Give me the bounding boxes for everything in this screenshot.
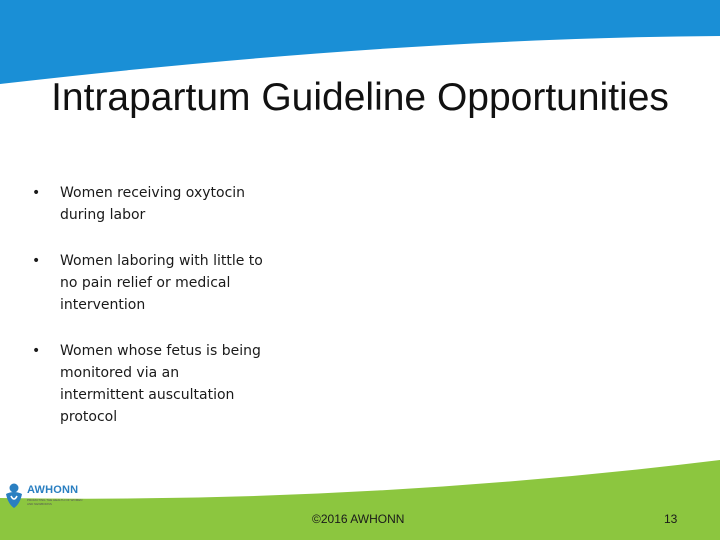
slide-title: Intrapartum Guideline Opportunities	[51, 76, 669, 119]
bullet-line: monitored via an	[60, 365, 180, 381]
logo-wordmark: AWHONN	[27, 484, 79, 496]
bullet-item	[32, 250, 302, 316]
awhonn-figure-icon	[2, 482, 26, 510]
bullet-line: Women laboring with little to	[60, 253, 263, 269]
bullet-line: intermittent auscultation	[60, 387, 235, 403]
bullet-line: Women receiving oxytocin	[60, 185, 246, 201]
bottom-green-swoosh	[0, 460, 720, 540]
bullet-line: protocol	[60, 409, 118, 425]
bullet-line: Women whose fetus is being	[60, 343, 261, 359]
bullet-marker: •	[32, 343, 41, 359]
bullet-item	[32, 182, 302, 226]
copyright-notice: ©2016 AWHONN	[312, 512, 405, 526]
bullet-item	[32, 340, 302, 428]
bullet-list	[32, 182, 302, 452]
bullet-marker: •	[32, 185, 41, 201]
bullet-marker: •	[32, 253, 41, 269]
logo-tagline: PROMOTING THE HEALTH OF WOMEN AND NEWBORNS	[27, 498, 83, 506]
awhonn-logo	[2, 480, 88, 512]
bullet-line: intervention	[60, 297, 146, 313]
bullet-line: during labor	[60, 207, 146, 223]
bullet-line: no pain relief or medical	[60, 275, 231, 291]
page-number: 13	[664, 512, 678, 526]
